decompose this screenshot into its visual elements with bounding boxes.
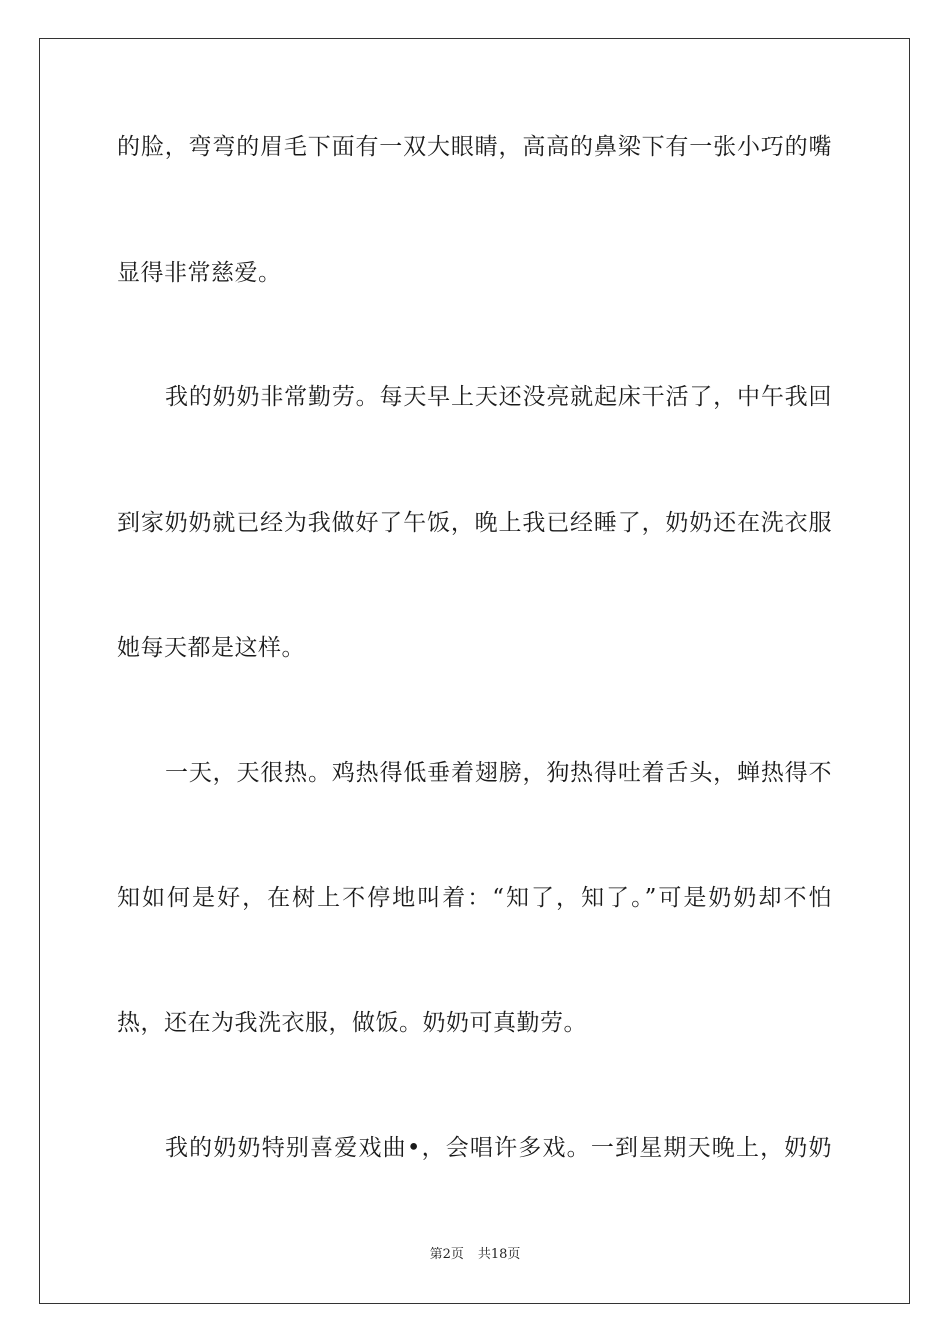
text-line-6: 一天，天很热。鸡热得低垂着翅膀，狗热得吐着舌头，蝉热得不 bbox=[165, 760, 832, 786]
text-line-3: 我的奶奶非常勤劳。每天早上天还没亮就起床干活了，中午我回 bbox=[165, 384, 832, 410]
text-line-2: 显得非常慈爱。 bbox=[117, 260, 282, 286]
page-border bbox=[39, 38, 910, 1304]
text-line-7: 知如何是好，在树上不停地叫着：“知了，知了。”可是奶奶却不怕 bbox=[117, 885, 832, 911]
text-line-8: 热，还在为我洗衣服，做饭。奶奶可真勤劳。 bbox=[117, 1010, 587, 1036]
page-total: 共18页 bbox=[477, 1247, 521, 1262]
page-footer bbox=[0, 1246, 950, 1264]
text-line-4: 到家奶奶就已经为我做好了午饭，晚上我已经睡了，奶奶还在洗衣服 bbox=[117, 510, 832, 536]
page-number: 第2页 bbox=[429, 1247, 464, 1262]
text-line-9: 我的奶奶特别喜爱戏曲•，会唱许多戏。一到星期天晚上，奶奶 bbox=[165, 1135, 832, 1161]
text-line-5: 她每天都是这样。 bbox=[117, 635, 305, 661]
text-line-1: 的脸，弯弯的眉毛下面有一双大眼睛，高高的鼻梁下有一张小巧的嘴 bbox=[117, 134, 832, 160]
